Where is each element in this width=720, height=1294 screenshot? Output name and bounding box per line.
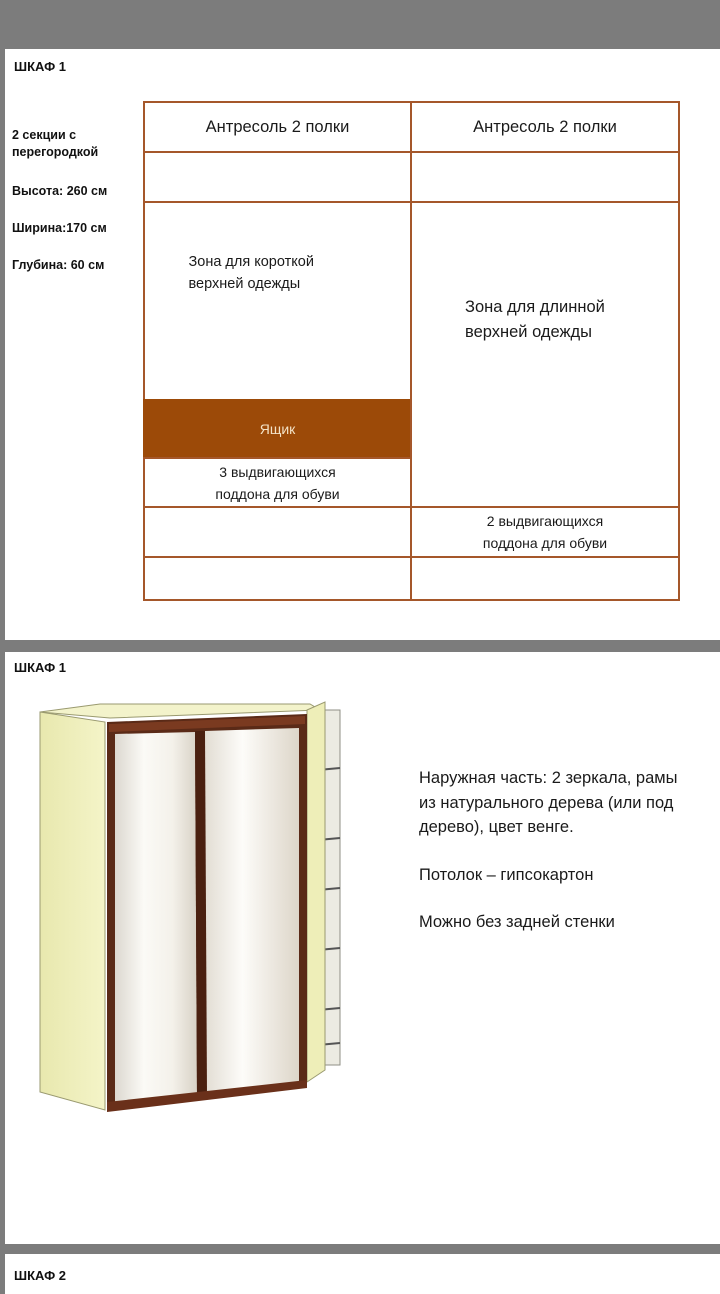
slide-wardrobe-1-plan (5, 49, 720, 640)
slide-wardrobe-1-render (5, 652, 720, 1244)
slide-title: ШКАФ 1 (14, 660, 66, 675)
description-ceiling: Потолок – гипсокартон (419, 865, 594, 884)
right-shoe-trays (410, 506, 680, 558)
slide-title: ШКАФ 1 (14, 59, 66, 74)
long-coat-zone (410, 201, 680, 508)
wardrobe-3d-render (35, 700, 345, 1130)
right-mezzanine: Антресоль 2 полки (410, 101, 680, 153)
description-exterior: Наружная часть: 2 зеркала, рамы из натурального дерева (или под дерево), цвет венге. (419, 769, 678, 836)
wardrobe-description (419, 766, 689, 958)
right-side-panel (307, 702, 325, 1082)
slide-title: ШКАФ 2 (14, 1268, 66, 1283)
left-side-panel (40, 712, 105, 1110)
left-mirror-door (115, 732, 197, 1102)
right-mezzanine-shelf (410, 151, 680, 203)
left-shoe-trays (143, 457, 412, 508)
description-back-wall: Можно без задней стенки (419, 913, 615, 931)
short-coat-zone (143, 201, 412, 401)
drawer: Ящик (143, 399, 412, 459)
long-coat-zone-label: Зона для длинной верхней одежды (465, 297, 605, 341)
right-shoe-trays-label: 2 выдвигающихся поддона для обуви (482, 513, 608, 551)
left-base-compartment (143, 506, 412, 558)
door-stile (195, 731, 207, 1098)
left-plinth (143, 556, 412, 601)
spec-height: Высота: 260 см (12, 184, 108, 198)
right-plinth (410, 556, 680, 601)
right-mirror-door (205, 728, 299, 1094)
left-mezzanine: Антресоль 2 полки (143, 101, 412, 153)
left-mezzanine-shelf (143, 151, 412, 203)
left-shoe-trays-label: 3 выдвигающихся поддона для обуви (215, 463, 340, 502)
short-coat-zone-label: Зона для короткой верхней одежды (188, 254, 314, 292)
slide-wardrobe-2 (5, 1254, 720, 1294)
wardrobe-layout-plan (143, 101, 680, 601)
spec-sections: 2 секции с перегородкой (12, 128, 99, 159)
spec-width: Ширина:170 см (12, 221, 107, 235)
spec-depth: Глубина: 60 см (12, 258, 105, 272)
